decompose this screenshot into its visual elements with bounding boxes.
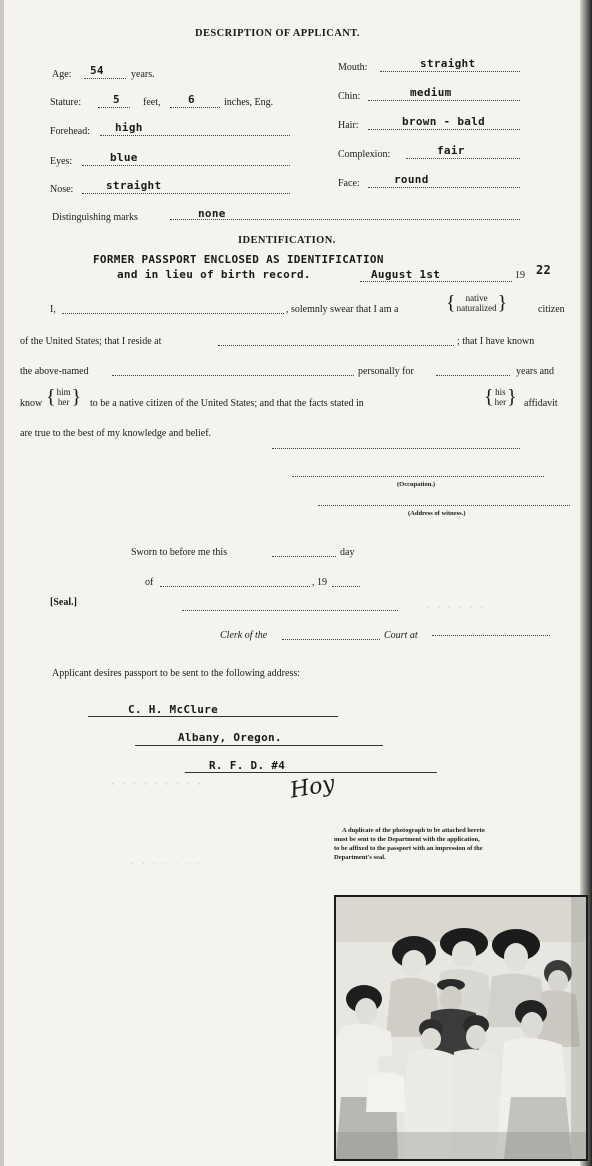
his-option: his	[495, 387, 506, 397]
citizen-label: citizen	[538, 304, 565, 315]
oath-tobe: to be a native citizen of the United States; and that the facts stated in	[90, 398, 364, 409]
age-unit: years.	[131, 69, 155, 80]
family-photograph	[334, 895, 588, 1161]
address-underline-1	[88, 716, 338, 717]
age-value: 54	[90, 64, 104, 77]
photo-note-line-3: to be affixed to the passport with an impression of the	[334, 845, 483, 852]
oath-years: years and	[516, 366, 555, 377]
age-label: Age:	[52, 69, 72, 80]
stature-feet-line	[98, 107, 130, 108]
eyes-line	[82, 165, 290, 166]
oath-name-line	[62, 313, 284, 314]
mouth-value: straight	[420, 57, 476, 70]
marks-label: Distinguishing marks	[52, 212, 138, 223]
nose-value: straight	[106, 179, 162, 192]
years-line	[436, 375, 510, 376]
forehead-label: Forehead:	[50, 126, 90, 137]
witness-signature-line	[272, 448, 520, 449]
address-underline-3	[185, 772, 437, 773]
native-option: native	[465, 293, 488, 303]
sworn-year-line	[332, 586, 360, 587]
face-value: round	[394, 173, 429, 186]
seal-label: [Seal.]	[50, 597, 77, 608]
address-underline-2	[135, 745, 383, 746]
him-her-brace: { him her }	[46, 386, 82, 408]
address-line-3: R. F. D. #4	[209, 759, 286, 772]
occupation-line	[292, 476, 544, 477]
complexion-line	[406, 158, 520, 159]
native-naturalized-brace: { native naturalized }	[446, 292, 508, 314]
eyes-value: blue	[110, 151, 138, 164]
year-prefix: 19	[515, 270, 525, 281]
address-witness-caption: (Address of witness.)	[408, 510, 466, 517]
oath-swear: , solemnly swear that I am a	[286, 304, 399, 315]
oath-know: know	[20, 398, 43, 409]
date-line	[360, 281, 512, 282]
photo-note-line-2: must be sent to the Department with the application,	[334, 836, 480, 843]
page-edge-left	[0, 0, 4, 1166]
stature-feet: 5	[113, 93, 120, 106]
identification-title: IDENTIFICATION.	[238, 235, 336, 246]
address-line-2: Albany, Oregon.	[178, 731, 282, 744]
marks-value: none	[198, 207, 226, 220]
oath-known: ; that I have known	[457, 336, 535, 347]
bleed-through-text: · · · · · · · · ·	[110, 780, 203, 790]
description-title: DESCRIPTION OF APPLICANT.	[195, 28, 360, 39]
address-label: Applicant desires passport to be sent to the following address:	[52, 668, 301, 679]
chin-label: Chin:	[338, 91, 361, 102]
clerk-court-line	[282, 639, 380, 640]
hair-value: brown - bald	[402, 115, 486, 128]
sworn-day-line	[272, 556, 336, 557]
oath-personally: personally for	[358, 366, 414, 377]
sworn-month-line	[160, 586, 310, 587]
typed-line-2: and in lieu of birth record.	[117, 268, 311, 281]
eyes-label: Eyes:	[50, 156, 73, 167]
stature-label: Stature:	[50, 97, 82, 108]
nose-line	[82, 193, 290, 194]
complexion-value: fair	[437, 144, 465, 157]
photo-note-line-4: Department's seal.	[334, 854, 386, 861]
face-line	[368, 187, 520, 188]
clerk-signature-line	[182, 610, 398, 611]
naturalized-option: naturalized	[456, 303, 497, 313]
sworn-year: , 19	[312, 577, 327, 588]
nose-label: Nose:	[50, 184, 74, 195]
mouth-line	[380, 71, 520, 72]
inches-label: inches, Eng.	[224, 97, 274, 108]
her-option-2: her	[494, 397, 507, 407]
hair-label: Hair:	[338, 120, 359, 131]
oath-i: I,	[50, 304, 56, 315]
photo-note-line-1: A duplicate of the photograph to be attached hereto	[342, 827, 485, 834]
oath-reside: of the United States; that I reside at	[20, 336, 162, 347]
age-line	[84, 78, 126, 79]
sworn-of: of	[145, 577, 154, 588]
face-label: Face:	[338, 178, 360, 189]
hair-line	[368, 129, 520, 130]
occupation-caption: (Occupation.)	[397, 481, 436, 488]
photo-note	[334, 826, 485, 862]
marks-line	[170, 219, 520, 220]
affidavit-label: affidavit	[524, 398, 558, 409]
sworn-day: day	[340, 547, 355, 558]
forehead-value: high	[115, 121, 143, 134]
stature-inches: 6	[188, 93, 195, 106]
forehead-line	[100, 135, 290, 136]
him-option: him	[56, 387, 71, 397]
court-at-label: Court at	[384, 630, 418, 641]
bleed-through-text: · · · · · ·	[425, 603, 485, 613]
family-photo-image	[336, 897, 586, 1159]
her-option: her	[57, 397, 70, 407]
bleed-through-text: · · · ·	[470, 630, 508, 640]
reside-line	[218, 345, 454, 346]
complexion-label: Complexion:	[338, 149, 391, 160]
oath-true: are true to the best of my knowledge and belief.	[20, 428, 212, 439]
sworn-text: Sworn to before me this	[131, 547, 228, 558]
address-line-1: C. H. McClure	[128, 703, 218, 716]
typed-date: August 1st	[371, 268, 441, 281]
typed-line-1: FORMER PASSPORT ENCLOSED AS IDENTIFICATION	[93, 253, 384, 266]
mouth-label: Mouth:	[338, 62, 368, 73]
oath-above: the above-named	[20, 366, 89, 377]
address-witness-line	[318, 505, 570, 506]
clerk-label: Clerk of the	[220, 630, 268, 641]
his-her-brace: { his her }	[484, 386, 517, 408]
above-named-line	[112, 375, 354, 376]
year-suffix: 22	[536, 263, 552, 277]
chin-value: medium	[410, 86, 452, 99]
handwritten-note: Hoy	[288, 771, 337, 804]
bleed-through-text: · · · · · · ·	[130, 860, 201, 870]
chin-line	[368, 100, 520, 101]
stature-inches-line	[170, 107, 220, 108]
feet-label: feet,	[143, 97, 161, 108]
